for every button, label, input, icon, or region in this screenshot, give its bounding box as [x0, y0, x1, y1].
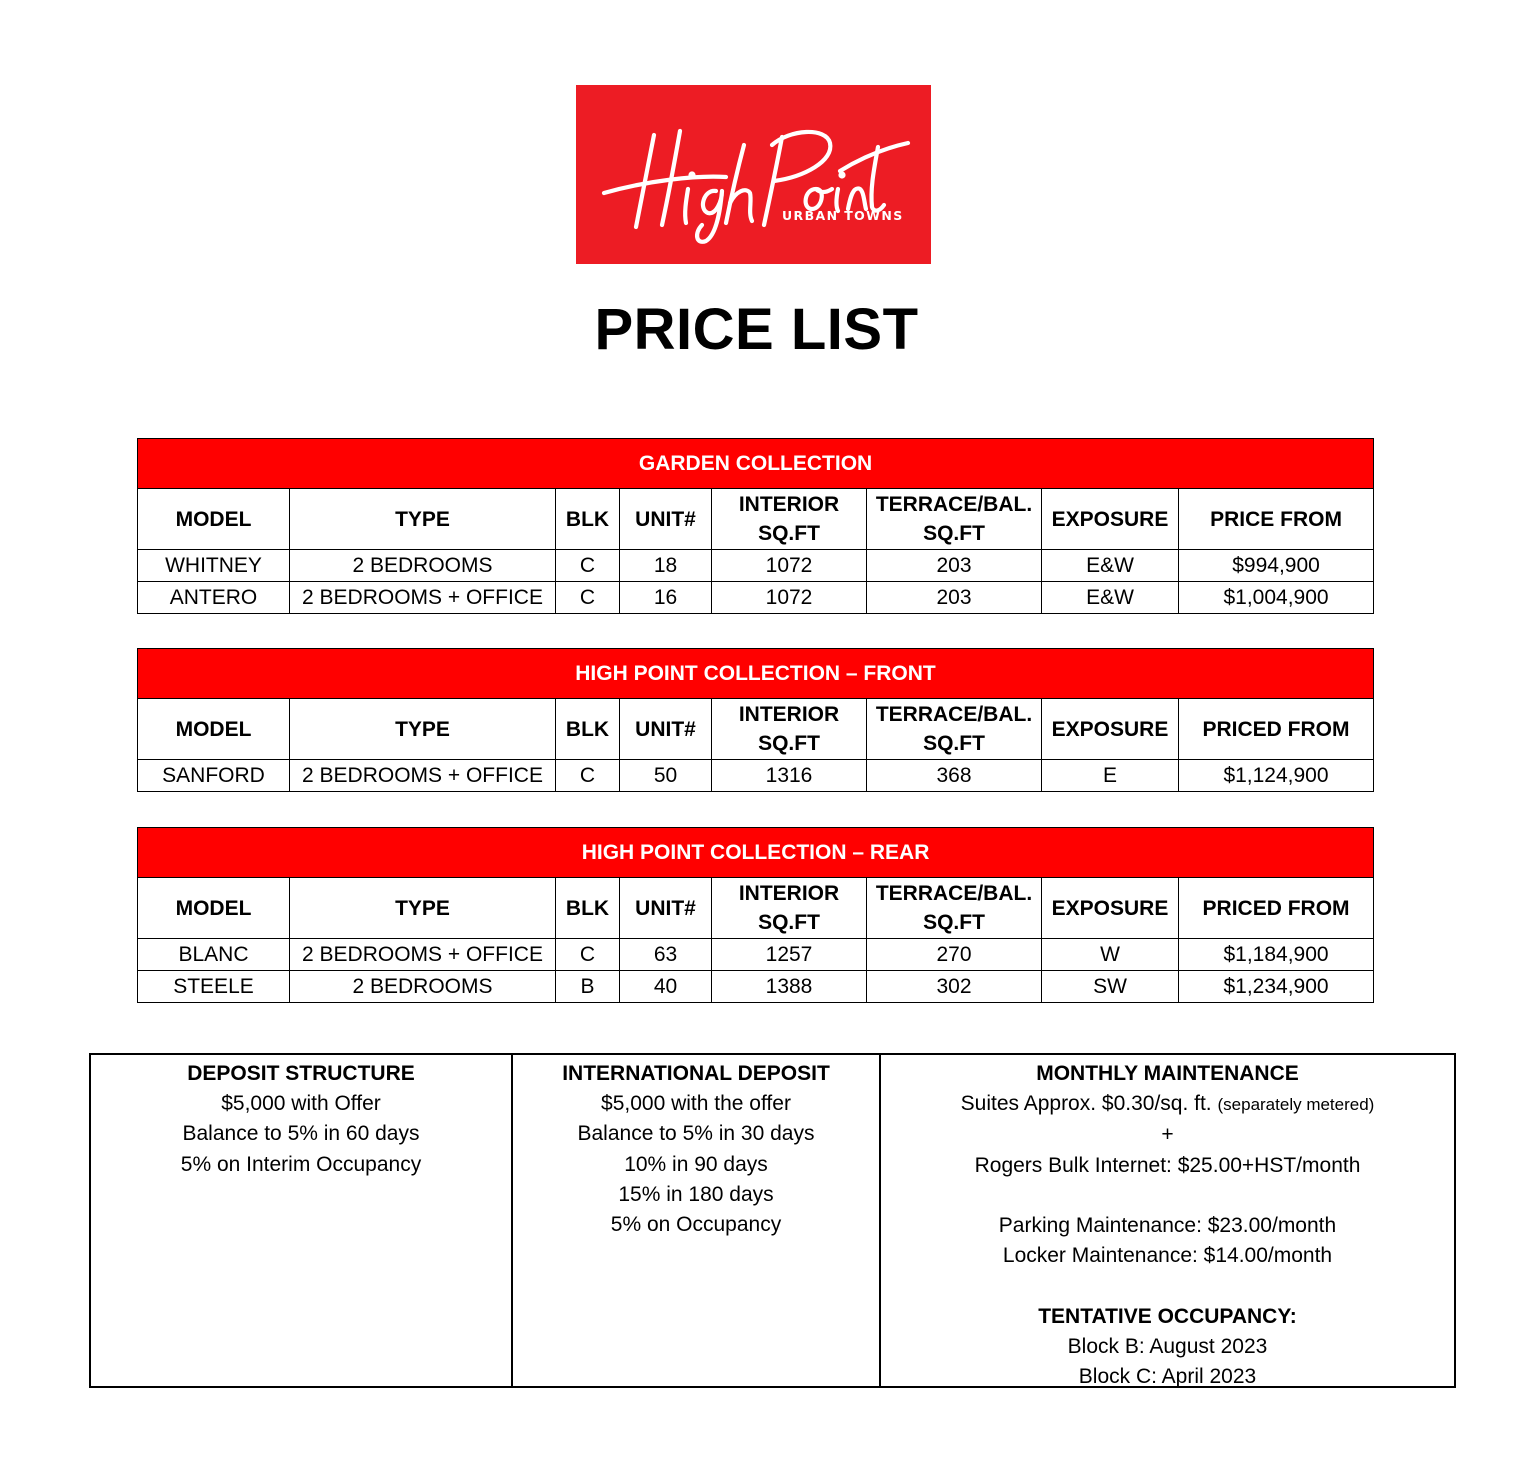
- cell-unit: 63: [620, 939, 712, 971]
- front-collection-table: [137, 648, 1374, 792]
- table-row: [138, 939, 1374, 971]
- high-point-logo: [576, 85, 931, 264]
- col-terrace: [867, 489, 1042, 550]
- international-line: 5% on Occupancy: [610, 1213, 782, 1237]
- maintenance-locker: Locker Maintenance: $14.00/month: [1002, 1244, 1333, 1268]
- cell-interior: 1388: [712, 971, 867, 1003]
- suites-note: (separately metered): [1217, 1095, 1375, 1115]
- header-row: [138, 878, 1374, 939]
- cell-type: 2 BEDROOMS: [290, 971, 556, 1003]
- deposit-line: $5,000 with Offer: [221, 1092, 381, 1116]
- international-deposit-column: [511, 1055, 879, 1386]
- col-interior-line1: INTERIOR: [738, 703, 840, 726]
- garden-collection-table: [137, 438, 1374, 614]
- cell-exposure: SW: [1042, 971, 1179, 1003]
- occupancy-block-c: Block C: April 2023: [1078, 1365, 1257, 1388]
- cell-exposure: E: [1042, 760, 1179, 792]
- cell-type: 2 BEDROOMS + OFFICE: [290, 582, 556, 614]
- col-terrace: [867, 878, 1042, 939]
- col-terrace-line1: TERRACE/BAL.: [875, 493, 1033, 516]
- cell-blk: C: [556, 939, 620, 971]
- international-heading: INTERNATIONAL DEPOSIT: [562, 1062, 830, 1085]
- col-model: MODEL: [138, 699, 290, 760]
- cell-terrace: 302: [867, 971, 1042, 1003]
- occupancy-heading: TENTATIVE OCCUPANCY:: [1038, 1304, 1297, 1328]
- col-blk: BLK: [556, 489, 620, 550]
- col-terrace-line2: SQ.FT: [923, 522, 985, 545]
- col-interior: [712, 878, 867, 939]
- cell-interior: 1072: [712, 550, 867, 582]
- collection-title: HIGH POINT COLLECTION – REAR: [138, 828, 1374, 878]
- logo-subtitle: URBAN TOWNS: [782, 208, 904, 223]
- deposit-line: Balance to 5% in 60 days: [182, 1122, 420, 1146]
- cell-price: $1,004,900: [1179, 582, 1374, 614]
- cell-terrace: 203: [867, 550, 1042, 582]
- deposit-structure-column: [91, 1055, 511, 1386]
- occupancy-block-b: Block B: August 2023: [1067, 1334, 1268, 1358]
- col-terrace-line1: TERRACE/BAL.: [875, 703, 1033, 726]
- cell-unit: 16: [620, 582, 712, 614]
- cell-price: $1,184,900: [1179, 939, 1374, 971]
- cell-price: $994,900: [1179, 550, 1374, 582]
- cell-type: 2 BEDROOMS + OFFICE: [290, 939, 556, 971]
- col-blk: BLK: [556, 699, 620, 760]
- col-price: PRICED FROM: [1179, 699, 1374, 760]
- maintenance-heading: MONTHLY MAINTENANCE: [1036, 1062, 1299, 1085]
- cell-model: BLANC: [138, 939, 290, 971]
- page-title: PRICE LIST: [594, 297, 919, 362]
- cell-terrace: 203: [867, 582, 1042, 614]
- col-terrace: [867, 699, 1042, 760]
- col-model: MODEL: [138, 878, 290, 939]
- col-interior-line2: SQ.FT: [758, 911, 820, 934]
- cell-blk: C: [556, 550, 620, 582]
- table-row: [138, 760, 1374, 792]
- collection-title: HIGH POINT COLLECTION – FRONT: [138, 649, 1374, 699]
- cell-model: ANTERO: [138, 582, 290, 614]
- col-type: TYPE: [290, 699, 556, 760]
- col-price: PRICED FROM: [1179, 878, 1374, 939]
- spacer: [881, 1181, 1454, 1211]
- cell-terrace: 270: [867, 939, 1042, 971]
- cell-interior: 1257: [712, 939, 867, 971]
- international-line: $5,000 with the offer: [601, 1092, 791, 1116]
- cell-interior: 1316: [712, 760, 867, 792]
- col-exposure: EXPOSURE: [1042, 699, 1179, 760]
- col-unit: UNIT#: [620, 489, 712, 550]
- cell-model: WHITNEY: [138, 550, 290, 582]
- cell-model: STEELE: [138, 971, 290, 1003]
- header-row: [138, 489, 1374, 550]
- suites-rate: Suites Approx. $0.30/sq. ft.: [960, 1092, 1212, 1116]
- col-type: TYPE: [290, 489, 556, 550]
- deposit-line: 5% on Interim Occupancy: [180, 1152, 422, 1176]
- terms-box: [89, 1053, 1456, 1388]
- col-interior: [712, 699, 867, 760]
- cell-unit: 50: [620, 760, 712, 792]
- cell-blk: B: [556, 971, 620, 1003]
- col-interior-line1: INTERIOR: [738, 882, 840, 905]
- cell-interior: 1072: [712, 582, 867, 614]
- monthly-maintenance-column: [879, 1055, 1454, 1386]
- cell-type: 2 BEDROOMS: [290, 550, 556, 582]
- international-line: 15% in 180 days: [618, 1182, 774, 1206]
- cell-price: $1,124,900: [1179, 760, 1374, 792]
- maintenance-plus: +: [1161, 1123, 1174, 1147]
- header-row: [138, 699, 1374, 760]
- maintenance-parking: Parking Maintenance: $23.00/month: [998, 1214, 1337, 1237]
- col-interior-line2: SQ.FT: [758, 732, 820, 755]
- col-type: TYPE: [290, 878, 556, 939]
- international-line: Balance to 5% in 30 days: [577, 1122, 815, 1146]
- deposit-heading: DEPOSIT STRUCTURE: [187, 1062, 415, 1085]
- col-terrace-line2: SQ.FT: [923, 732, 985, 755]
- col-blk: BLK: [556, 878, 620, 939]
- col-unit: UNIT#: [620, 878, 712, 939]
- cell-unit: 18: [620, 550, 712, 582]
- cell-blk: C: [556, 760, 620, 792]
- col-exposure: EXPOSURE: [1042, 489, 1179, 550]
- maintenance-suites: [881, 1089, 1454, 1120]
- maintenance-internet: Rogers Bulk Internet: $25.00+HST/month: [974, 1153, 1361, 1177]
- cell-model: SANFORD: [138, 760, 290, 792]
- col-interior-line2: SQ.FT: [758, 522, 820, 545]
- table-row: [138, 582, 1374, 614]
- collection-title: GARDEN COLLECTION: [138, 439, 1374, 489]
- cell-type: 2 BEDROOMS + OFFICE: [290, 760, 556, 792]
- cell-terrace: 368: [867, 760, 1042, 792]
- col-interior-line1: INTERIOR: [738, 493, 840, 516]
- high-point-script-mark: [576, 85, 931, 264]
- table-row: [138, 971, 1374, 1003]
- col-terrace-line1: TERRACE/BAL.: [875, 882, 1033, 905]
- cell-blk: C: [556, 582, 620, 614]
- spacer: [881, 1271, 1454, 1301]
- rear-collection-table: [137, 827, 1374, 1003]
- col-terrace-line2: SQ.FT: [923, 911, 985, 934]
- col-unit: UNIT#: [620, 699, 712, 760]
- table-row: [138, 550, 1374, 582]
- col-price: PRICE FROM: [1179, 489, 1374, 550]
- cell-unit: 40: [620, 971, 712, 1003]
- cell-exposure: E&W: [1042, 550, 1179, 582]
- cell-exposure: E&W: [1042, 582, 1179, 614]
- cell-price: $1,234,900: [1179, 971, 1374, 1003]
- cell-exposure: W: [1042, 939, 1179, 971]
- col-exposure: EXPOSURE: [1042, 878, 1179, 939]
- international-line: 10% in 90 days: [624, 1152, 768, 1176]
- col-interior: [712, 489, 867, 550]
- col-model: MODEL: [138, 489, 290, 550]
